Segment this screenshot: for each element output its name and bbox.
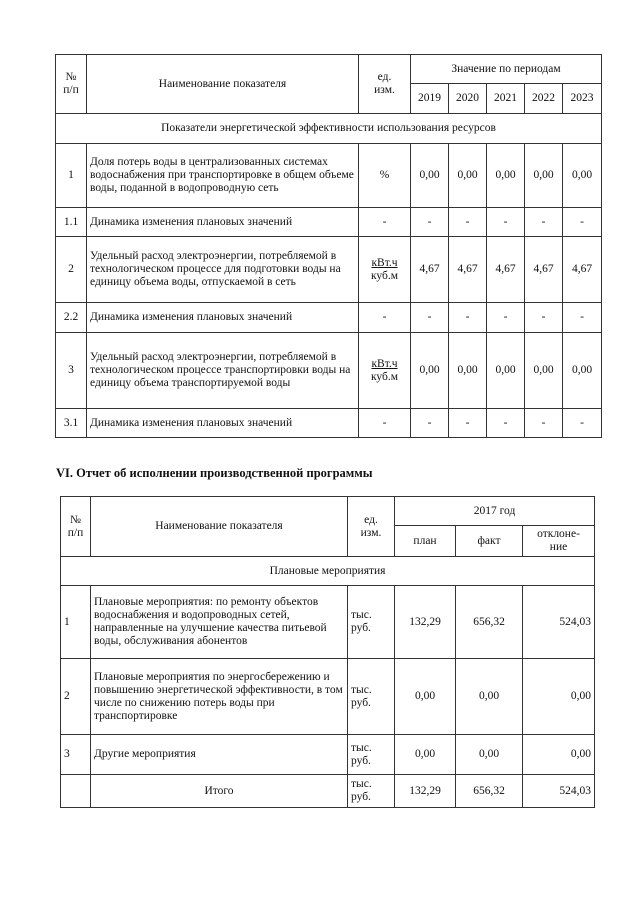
header-year: 2022 xyxy=(525,84,563,114)
header-unit: ед. изм. xyxy=(348,497,395,557)
fact-cell: 0,00 xyxy=(456,659,523,735)
row-unit xyxy=(359,237,411,303)
value-cell: 0,00 xyxy=(487,144,525,208)
section-heading: VI. Отчет об исполнении производственной программы xyxy=(56,466,373,480)
row-name: Динамика изменения плановых значений xyxy=(87,303,359,333)
unit-bottom: куб.м xyxy=(370,269,399,282)
section-title: Показатели энергетической эффективности использования ресурсов xyxy=(56,114,602,144)
value-cell: - xyxy=(563,208,602,237)
deviation-cell: 0,00 xyxy=(523,735,595,775)
row-unit: - xyxy=(359,208,411,237)
unit-top: % xyxy=(379,169,390,181)
deviation-cell: 524,03 xyxy=(523,586,595,659)
value-cell: 0,00 xyxy=(449,144,487,208)
row-num: 1 xyxy=(56,144,87,208)
header-year: 2020 xyxy=(449,84,487,114)
value-cell: 0,00 xyxy=(487,333,525,409)
value-cell: 4,67 xyxy=(525,237,563,303)
row-name: Динамика изменения плановых значений xyxy=(87,409,359,438)
fact-cell: 0,00 xyxy=(456,735,523,775)
value-cell: - xyxy=(449,208,487,237)
row-num: 3 xyxy=(61,735,91,775)
row-unit: тыс. руб. xyxy=(348,586,395,659)
production-program-table xyxy=(60,496,595,808)
header-name: Наименование показателя xyxy=(87,55,359,114)
value-cell: 4,67 xyxy=(563,237,602,303)
header-year: 2019 xyxy=(411,84,449,114)
value-cell: 4,67 xyxy=(487,237,525,303)
row-unit: тыс. руб. xyxy=(348,735,395,775)
value-cell: - xyxy=(449,409,487,438)
section-title: Плановые мероприятия xyxy=(61,557,595,586)
value-cell: - xyxy=(411,303,449,333)
plan-cell: 0,00 xyxy=(395,735,456,775)
row-unit: - xyxy=(359,409,411,438)
value-cell: 0,00 xyxy=(411,333,449,409)
header-num: № п/п xyxy=(61,497,91,557)
header-plan: план xyxy=(395,526,456,557)
value-cell: - xyxy=(563,409,602,438)
value-cell: - xyxy=(449,303,487,333)
row-name: Динамика изменения плановых значений xyxy=(87,208,359,237)
plan-cell: 0,00 xyxy=(395,659,456,735)
header-deviation: отклоне- ние xyxy=(523,526,595,557)
header-num: № п/п xyxy=(56,55,87,114)
row-num: 3.1 xyxy=(56,409,87,438)
energy-efficiency-table xyxy=(55,54,602,438)
total-num xyxy=(61,775,91,808)
value-cell: 0,00 xyxy=(411,144,449,208)
row-unit: тыс. руб. xyxy=(348,659,395,735)
value-cell: 0,00 xyxy=(449,333,487,409)
row-unit xyxy=(359,333,411,409)
fact-cell: 656,32 xyxy=(456,586,523,659)
row-unit: - xyxy=(359,303,411,333)
value-cell: 0,00 xyxy=(563,333,602,409)
value-cell: - xyxy=(487,208,525,237)
plan-cell: 132,29 xyxy=(395,586,456,659)
header-year: 2021 xyxy=(487,84,525,114)
header-year: 2023 xyxy=(563,84,602,114)
row-num: 2 xyxy=(56,237,87,303)
unit-top: кВт.ч xyxy=(371,256,398,269)
value-cell: 4,67 xyxy=(449,237,487,303)
value-cell: 4,67 xyxy=(411,237,449,303)
row-name: Другие мероприятия xyxy=(91,735,348,775)
total-deviation: 524,03 xyxy=(523,775,595,808)
value-cell: - xyxy=(487,409,525,438)
value-cell: - xyxy=(563,303,602,333)
total-unit: тыс. руб. xyxy=(348,775,395,808)
header-year: 2017 год xyxy=(395,497,595,526)
row-name: Плановые мероприятия: по ремонту объектов водоснабжения и водопроводных сетей, направленные на улучшение качества питьевой воды, обслуживания абонентов xyxy=(91,586,348,659)
header-fact: факт xyxy=(456,526,523,557)
row-num: 3 xyxy=(56,333,87,409)
total-fact: 656,32 xyxy=(456,775,523,808)
value-cell: - xyxy=(411,409,449,438)
row-name: Доля потерь воды в централизованных системах водоснабжения при транспортировке в общем объеме воды, поданной в водопроводную сеть xyxy=(87,144,359,208)
total-label: Итого xyxy=(91,775,348,808)
unit-top: кВт.ч xyxy=(371,357,398,370)
row-num: 1 xyxy=(61,586,91,659)
row-num: 1.1 xyxy=(56,208,87,237)
header-periods: Значение по периодам xyxy=(411,55,602,84)
unit-bottom: куб.м xyxy=(370,370,399,383)
row-unit xyxy=(359,144,411,208)
value-cell: - xyxy=(525,303,563,333)
value-cell: - xyxy=(525,208,563,237)
value-cell: - xyxy=(411,208,449,237)
value-cell: - xyxy=(487,303,525,333)
row-name: Плановые мероприятия по энергосбережению и повышению энергетической эффективности, в том числе по снижению потерь воды при транспортировке xyxy=(91,659,348,735)
header-unit: ед. изм. xyxy=(359,55,411,114)
row-name: Удельный расход электроэнергии, потребляемой в технологическом процессе транспортировки воды на единицу объема транспортируемой воды xyxy=(87,333,359,409)
value-cell: 0,00 xyxy=(525,144,563,208)
row-num: 2.2 xyxy=(56,303,87,333)
row-num: 2 xyxy=(61,659,91,735)
row-name: Удельный расход электроэнергии, потребляемой в технологическом процессе для подготовки воды на единицу объема воды, отпускаемой в сеть xyxy=(87,237,359,303)
value-cell: 0,00 xyxy=(563,144,602,208)
value-cell: - xyxy=(525,409,563,438)
value-cell: 0,00 xyxy=(525,333,563,409)
deviation-cell: 0,00 xyxy=(523,659,595,735)
header-name: Наименование показателя xyxy=(91,497,348,557)
total-plan: 132,29 xyxy=(395,775,456,808)
